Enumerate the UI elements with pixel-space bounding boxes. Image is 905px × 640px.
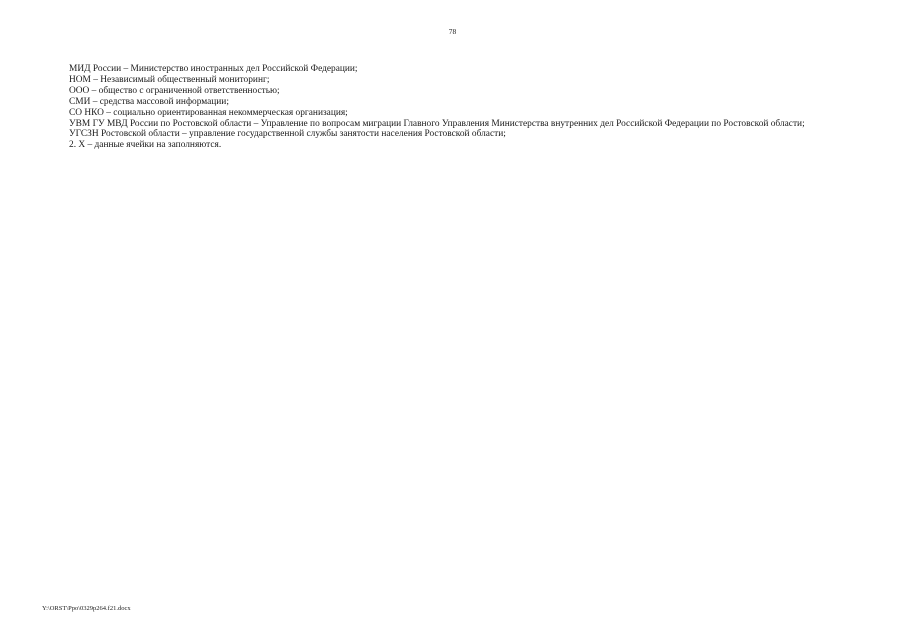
note-ooo: ООО – общество с ограниченной ответственностью; — [69, 85, 280, 96]
note-so-nko: СО НКО – социально ориентированная некоммерческая организация; — [69, 107, 348, 118]
note-mid: МИД России – Министерство иностранных дел Российской Федерации; — [69, 64, 358, 74]
note-smi: СМИ – средства массовой информации; — [69, 96, 229, 107]
abbreviations-notes — [40, 64, 863, 151]
page-number: 78 — [448, 27, 457, 36]
footer-file-path: Y:\ORST\Ppo\0329p264.f21.docx — [42, 605, 131, 612]
note-ugszn: УГСЗН Ростовской области – управление государственной службы занятости населения Ростовской области; — [69, 129, 506, 140]
note-x-cells: 2. Х – данные ячейки на заполняются. — [69, 140, 222, 151]
note-nom: НОМ – Независимый общественный мониторинг; — [69, 74, 270, 85]
note-uvm: УВМ ГУ МВД России по Ростовской области – Управление по вопросам миграции Главного Управления Министерства внутренних дел Российской Федерации по Ростовской области; — [69, 118, 805, 129]
